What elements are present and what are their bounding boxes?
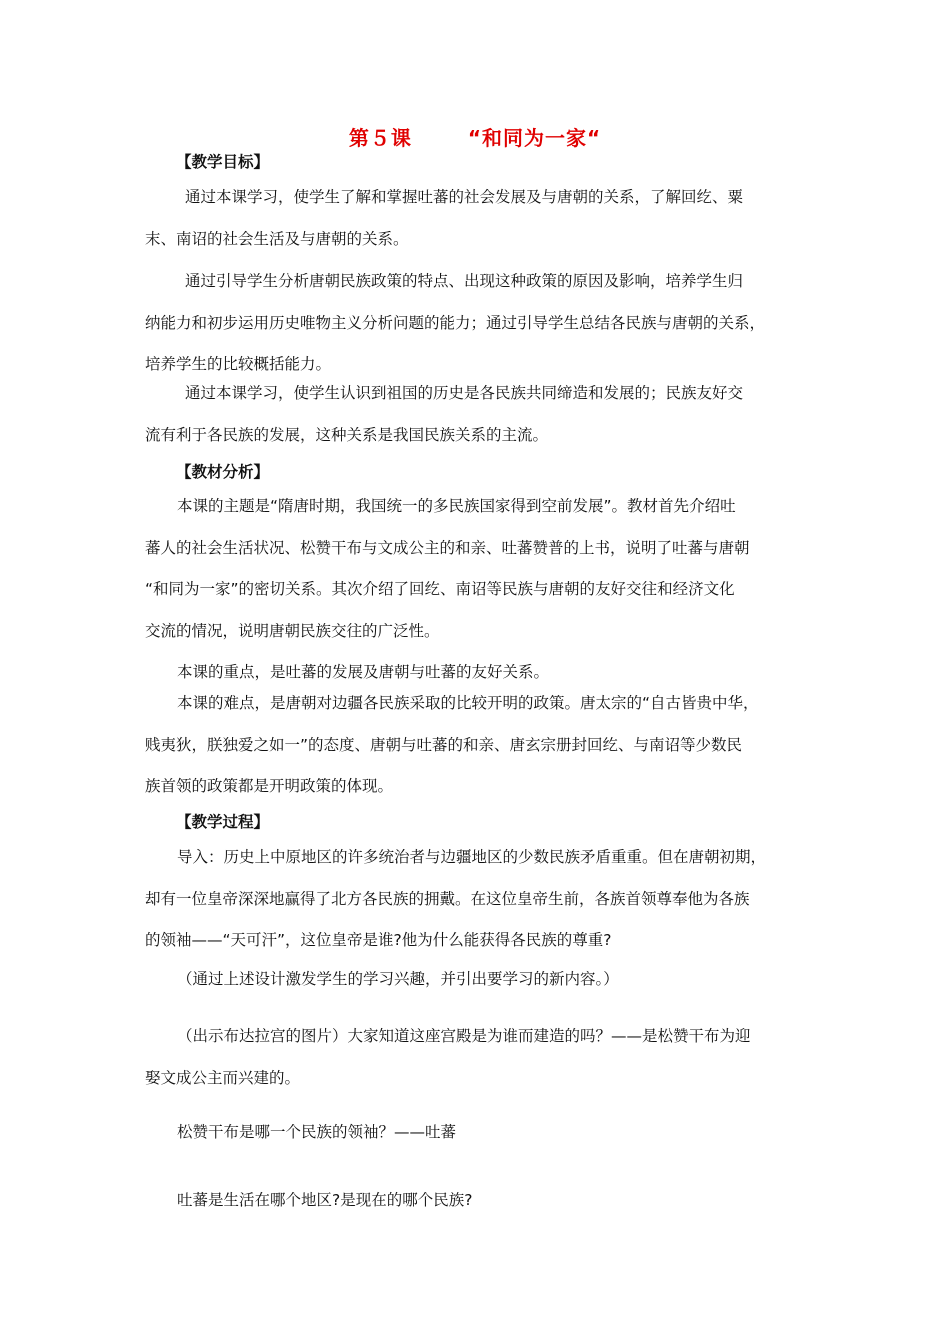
section-heading-analysis: 【教材分析】 — [176, 463, 270, 481]
text-line: 纳能力和初步运用历史唯物主义分析问题的能力；通过引导学生总结各民族与唐朝的关系， — [145, 313, 766, 332]
text-line: 吐蕃是生活在哪个地区?是现在的哪个民族? — [177, 1191, 473, 1209]
process-paragraph-5 — [145, 1180, 805, 1222]
goals-paragraph-3 — [145, 373, 805, 456]
page-title — [0, 122, 950, 151]
text-line: 本课的主题是“隋唐时期，我国统一的多民族国家得到空前发展”。教材首先介绍吐 — [177, 497, 736, 515]
lesson-number: 第５课 — [348, 126, 412, 150]
lesson-topic: “和同为一家“ — [467, 126, 602, 150]
analysis-paragraph-1 — [145, 486, 805, 652]
text-line: 通过本课学习，使学生认识到祖国的历史是各民族共同缔造和发展的；民族友好交 — [185, 384, 744, 402]
text-line: （通过上述设计激发学生的学习兴趣，并引出要学习的新内容。） — [177, 970, 619, 988]
section-heading-process: 【教学过程】 — [176, 813, 270, 831]
section-heading-goals: 【教学目标】 — [176, 153, 270, 171]
text-line: 族首领的政策都是开明政策的体现。 — [145, 777, 394, 795]
text-line: 贱夷狄，朕独爱之如一”的态度、唐朝与吐蕃的和亲、唐玄宗册封回纥、与南诏等少数民 — [145, 735, 743, 754]
process-paragraph-2 — [145, 959, 805, 1001]
text-line: 娶文成公主而兴建的。 — [145, 1068, 301, 1087]
text-line: （出示布达拉宫的图片）大家知道这座宫殿是为谁而建造的吗？——是松赞干布为迎 — [177, 1027, 751, 1045]
text-line: 本课的难点，是唐朝对边疆各民族采取的比较开明的政策。唐太宗的“自古皆贵中华， — [177, 694, 759, 712]
text-line: 通过本课学习，使学生了解和掌握吐蕃的社会发展及与唐朝的关系，了解回纥、粟 — [185, 188, 744, 206]
text-line: “和同为一家”的密切关系。其次介绍了回纥、南诏等民族与唐朝的友好交往和经济文化 — [145, 580, 735, 598]
text-line: 却有一位皇帝深深地赢得了北方各民族的拥戴。在这位皇帝生前，各族首领尊奉他为各族 — [145, 889, 750, 908]
text-line: 的领袖——“天可汗”，这位皇帝是谁?他为什么能获得各民族的尊重? — [145, 931, 612, 949]
goals-paragraph-1 — [145, 177, 805, 260]
goals-paragraph-2 — [145, 261, 805, 386]
process-paragraph-1 — [145, 837, 805, 962]
text-line: 导入：历史上中原地区的许多统治者与边疆地区的少数民族矛盾重重。但在唐朝初期， — [177, 848, 767, 866]
text-line: 培养学生的比较概括能力。 — [145, 355, 332, 373]
process-paragraph-3 — [145, 1016, 805, 1099]
text-line: 本课的重点，是吐蕃的发展及唐朝与吐蕃的友好关系。 — [177, 663, 550, 681]
process-paragraph-4 — [145, 1112, 805, 1154]
text-line: 流有利于各民族的发展，这种关系是我国民族关系的主流。 — [145, 425, 549, 444]
text-line: 交流的情况，说明唐朝民族交往的广泛性。 — [145, 621, 440, 640]
text-line: 末、南诏的社会生活及与唐朝的关系。 — [145, 229, 409, 248]
text-line: 通过引导学生分析唐朝民族政策的特点、出现这种政策的原因及影响，培养学生归 — [185, 272, 744, 290]
text-line: 蕃人的社会生活状况、松赞干布与文成公主的和亲、吐蕃赞普的上书，说明了吐蕃与唐朝 — [145, 538, 750, 557]
text-line: 松赞干布是哪一个民族的领袖？——吐蕃 — [177, 1123, 457, 1141]
analysis-paragraph-3 — [145, 683, 805, 808]
